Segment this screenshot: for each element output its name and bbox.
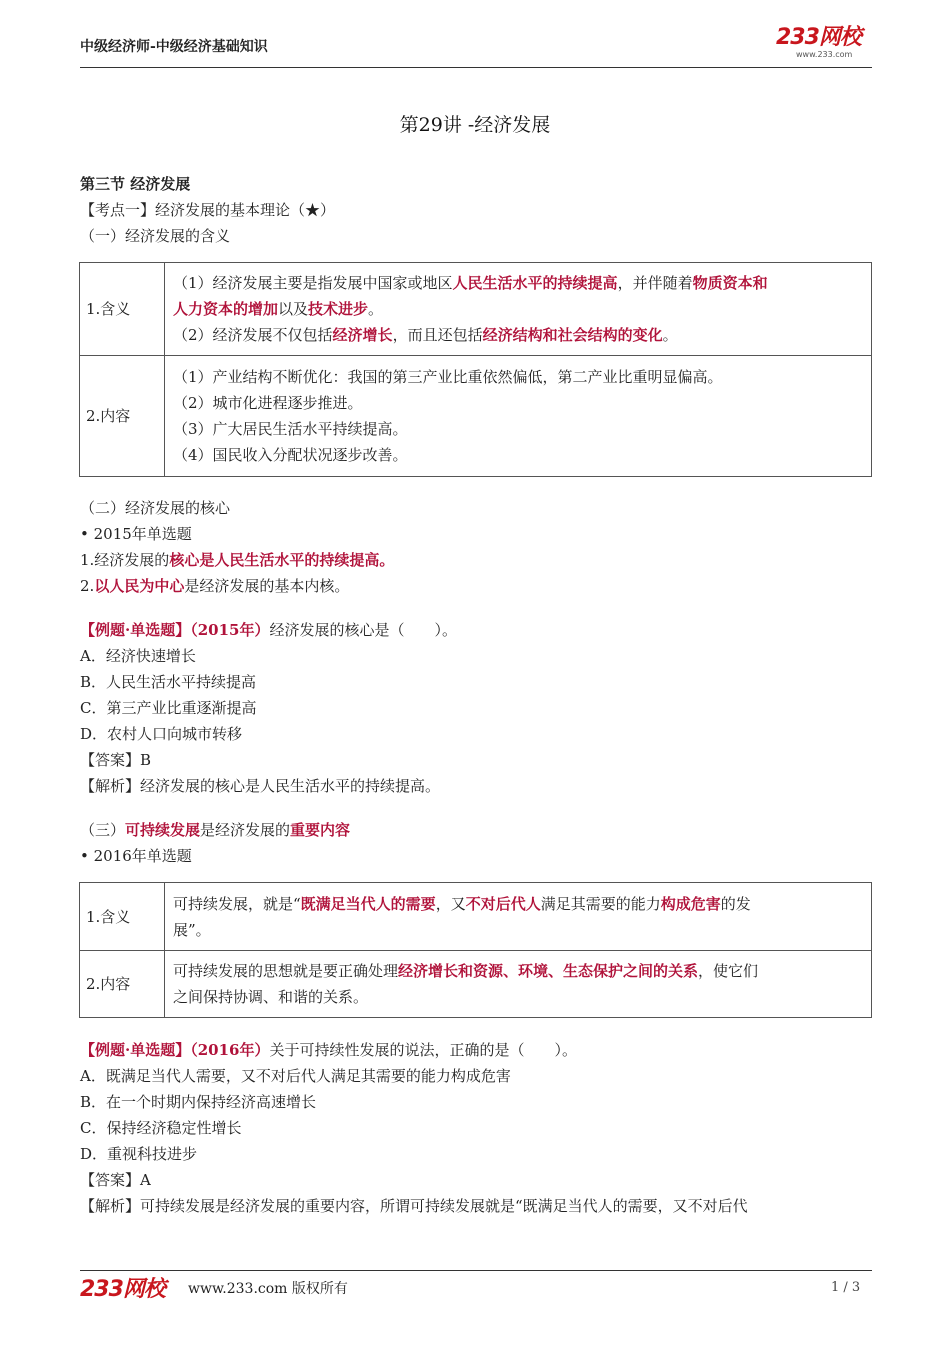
header-title: 中级经济师-中级经济基础知识 (80, 39, 268, 55)
core-point-2: 2.以人民为中心是经济发展的基本内核。 (80, 577, 350, 595)
example-1-question: 【例题·单选题】（2015年）经济发展的核心是（ ）。 (80, 621, 457, 639)
example-1-analysis: 【解析】经济发展的核心是人民生活水平的持续提高。 (80, 777, 441, 795)
logo-text: 233网校 (776, 25, 861, 50)
footer-copyright[interactable]: www.233.com 版权所有 (188, 1281, 348, 1297)
list-item: （4）国民收入分配状况逐步改善。 (173, 446, 408, 464)
header-divider (80, 67, 872, 68)
list-item: （1）产业结构不断优化：我国的第三产业比重依然偏低，第二产业比重明显偏高。 (173, 368, 723, 386)
page-number: 1 / 3 (831, 1280, 861, 1295)
table1-label-content: 2.内容 (80, 356, 165, 477)
example-2-option-a: A．既满足当代人需要，又不对后代人满足其需要的能力构成危害 (80, 1067, 511, 1085)
logo-url: www.233.com (796, 50, 853, 59)
meaning-table-2 (79, 882, 872, 1018)
footer-logo[interactable]: 233网校 (80, 1277, 165, 1302)
table1-meaning-content: （1）经济发展主要是指发展中国家或地区人民生活水平的持续提高，并伴随着物质资本和 人力资本的增加以及技术进步。 （2）经济发展不仅包括经济增长，而且还包括经济结构和社会结构的变化。 (165, 263, 872, 356)
table2-label-meaning: 1.含义 (80, 883, 165, 951)
point-heading: 【考点一】经济发展的基本理论（★） (80, 201, 336, 219)
example-1-option-a: A．经济快速增长 (80, 647, 196, 665)
doc-title: 第29讲 -经济发展 (399, 114, 551, 136)
table1-content-list (165, 356, 872, 477)
example-1-option-d: D．农村人口向城市转移 (80, 725, 243, 743)
exam-tag-2016: • 2016年单选题 (80, 847, 192, 865)
list-item: （2）城市化进程逐步推进。 (173, 394, 363, 412)
example-2-option-d: D．重视科技进步 (80, 1145, 198, 1163)
example-2-option-b: B．在一个时期内保持经济高速增长 (80, 1093, 317, 1111)
table2-label-content: 2.内容 (80, 951, 165, 1018)
core-point-1: 1.经济发展的核心是人民生活水平的持续提高。 (80, 551, 395, 569)
brand-logo[interactable] (776, 26, 876, 62)
footer-divider (80, 1270, 872, 1271)
example-2-analysis: 【解析】可持续发展是经济发展的重要内容，所谓可持续发展就是“既满足当代人的需要，又不对后代 (80, 1197, 748, 1215)
sub-heading-3: （三）可持续发展是经济发展的重要内容 (80, 821, 351, 839)
example-1-answer: 【答案】B (80, 751, 152, 769)
list-item: （3）广大居民生活水平持续提高。 (173, 420, 408, 438)
exam-tag-2015: • 2015年单选题 (80, 525, 192, 543)
table2-content-text: 可持续发展的思想就是要正确处理经济增长和资源、环境、生态保护之间的关系，使它们 之间保持协调、和谐的关系。 (165, 951, 872, 1018)
sub-heading-1: （一）经济发展的含义 (80, 227, 231, 245)
meaning-table-1 (79, 262, 872, 477)
example-1-option-b: B．人民生活水平持续提高 (80, 673, 257, 691)
example-2-question: 【例题·单选题】（2016年）关于可持续性发展的说法，正确的是（ ）。 (80, 1041, 577, 1059)
table2-meaning-content: 可持续发展，就是“既满足当代人的需要，又不对后代人满足其需要的能力构成危害的发 展”。 (165, 883, 872, 951)
section-heading: 第三节 经济发展 (80, 175, 191, 193)
sub-heading-2: （二）经济发展的核心 (80, 499, 231, 517)
table1-label-meaning: 1.含义 (80, 263, 165, 356)
example-2-option-c: C．保持经济稳定性增长 (80, 1119, 242, 1137)
example-2-answer: 【答案】A (80, 1171, 151, 1189)
example-1-option-c: C．第三产业比重逐渐提高 (80, 699, 257, 717)
